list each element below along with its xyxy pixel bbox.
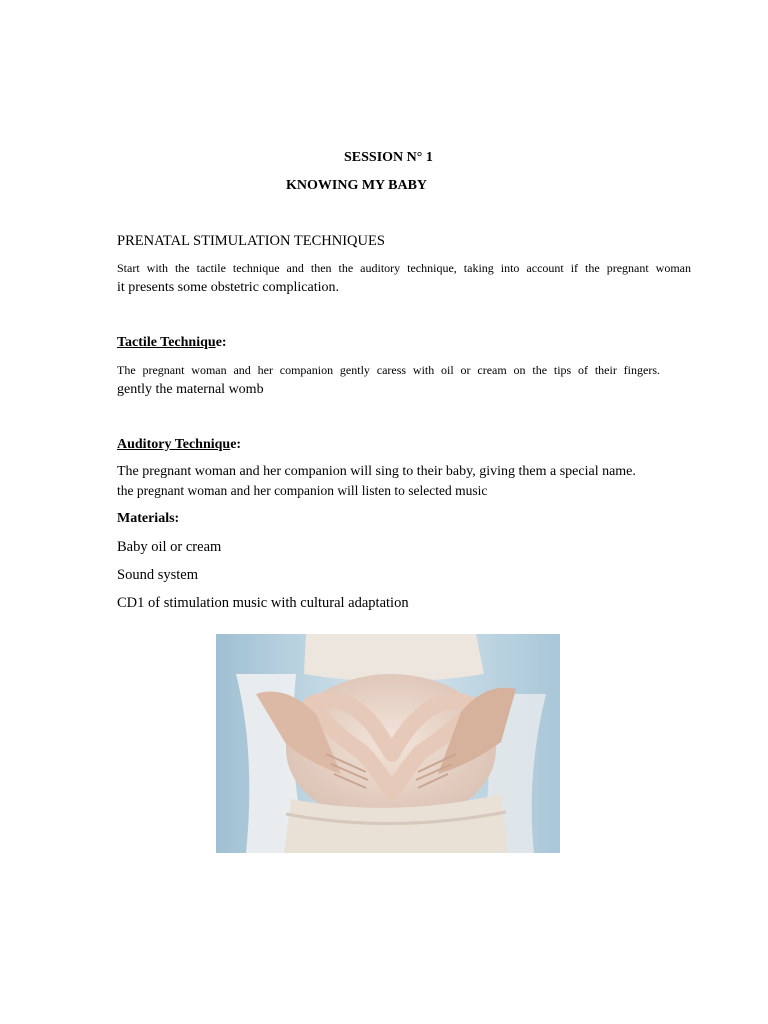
tactile-technique-heading [117,335,227,351]
auditory-line-2: the pregnant woman and her companion will listen to selected music [117,483,488,498]
auditory-heading-underlined: Auditory Techniqu [117,437,231,452]
auditory-heading-rest: e: [230,437,242,452]
material-item: Baby oil or cream [117,539,222,555]
section-heading: PRENATAL STIMULATION TECHNIQUES [117,233,385,249]
auditory-technique-heading [117,437,241,453]
material-item: CD1 of stimulation music with cultural adaptation [117,595,409,611]
tactile-line-2: gently the maternal womb [117,382,264,397]
materials-heading: Materials: [117,511,180,526]
pregnancy-photo [216,634,560,853]
tactile-line-1: The pregnant woman and her companion gently caress with oil or cream on the tips of their fingers. [117,363,660,377]
intro-line-2: it presents some obstetric complication. [117,280,340,295]
tactile-heading-underlined: Tactile Techniqu [117,335,216,350]
intro-line-1: Start with the tactile technique and then the auditory technique, taking into account if the pregnant woman [117,261,691,275]
material-item: Sound system [117,567,198,583]
session-title: KNOWING MY BABY [286,178,428,193]
auditory-line-1: The pregnant woman and her companion will sing to their baby, giving them a special name. [117,464,636,479]
session-number: SESSION N° 1 [344,150,433,165]
tactile-heading-rest: e: [215,335,227,350]
